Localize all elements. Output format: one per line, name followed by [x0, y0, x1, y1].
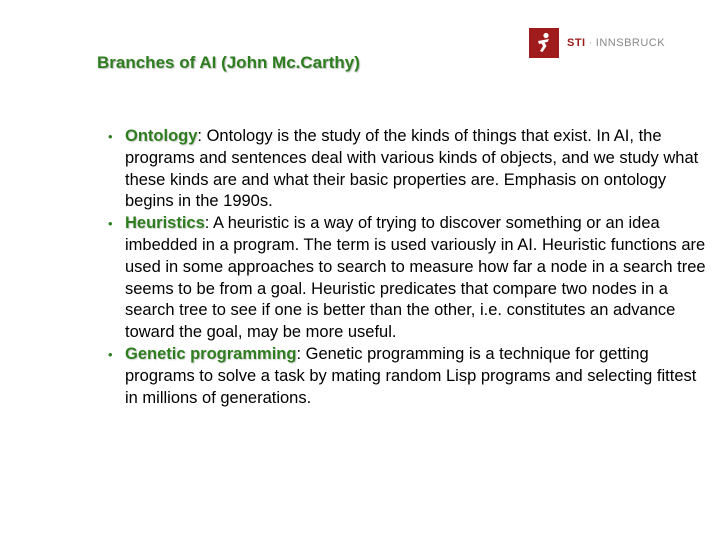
- bullet-text: : A heuristic is a way of trying to discover something or an idea imbedded in a program. The term is used variously in AI. Heuristic functions are used in some approaches to search to measure how far a node in a search tree seems to be from a goal. Heuristic predicates that compare two nodes in a search tree to see if one is better than the other, i.e. constitutes an advance toward the goal, may be more useful.: [125, 214, 706, 342]
- bullet-marker: •: [108, 129, 113, 144]
- bullet-item-heuristics: [108, 213, 708, 344]
- bullet-term: Genetic programming: [125, 344, 297, 363]
- bullet-item-ontology: [108, 126, 708, 213]
- sti-innsbruck-logo: [529, 28, 665, 58]
- bullet-marker: •: [108, 216, 113, 232]
- logo-separator: ·: [588, 37, 593, 49]
- slide-title: Branches of AI (John Mc.Carthy): [97, 53, 360, 72]
- bullet-marker: •: [108, 346, 113, 362]
- bullet-list: [108, 126, 708, 409]
- sti-logo-icon: [529, 28, 559, 58]
- bullet-text: : Ontology is the study of the kinds of things that exist. In AI, the programs and sentences deal with various kinds of objects, and we study what these kinds are and what their basic properties are. Emphasis on ontology begins in the 1990s.: [125, 127, 699, 211]
- logo-location: INNSBRUCK: [595, 37, 666, 49]
- logo-brand: STI: [567, 37, 586, 49]
- logo-text: [567, 37, 665, 49]
- bullet-text: : Genetic programming is a technique for getting programs to solve a task by mating random Lisp programs and selecting fittest in millions of generations.: [125, 344, 697, 407]
- bullet-item-genetic-programming: [108, 344, 708, 409]
- bullet-term: Heuristics: [125, 214, 205, 233]
- bullet-term: Ontology: [125, 127, 198, 145]
